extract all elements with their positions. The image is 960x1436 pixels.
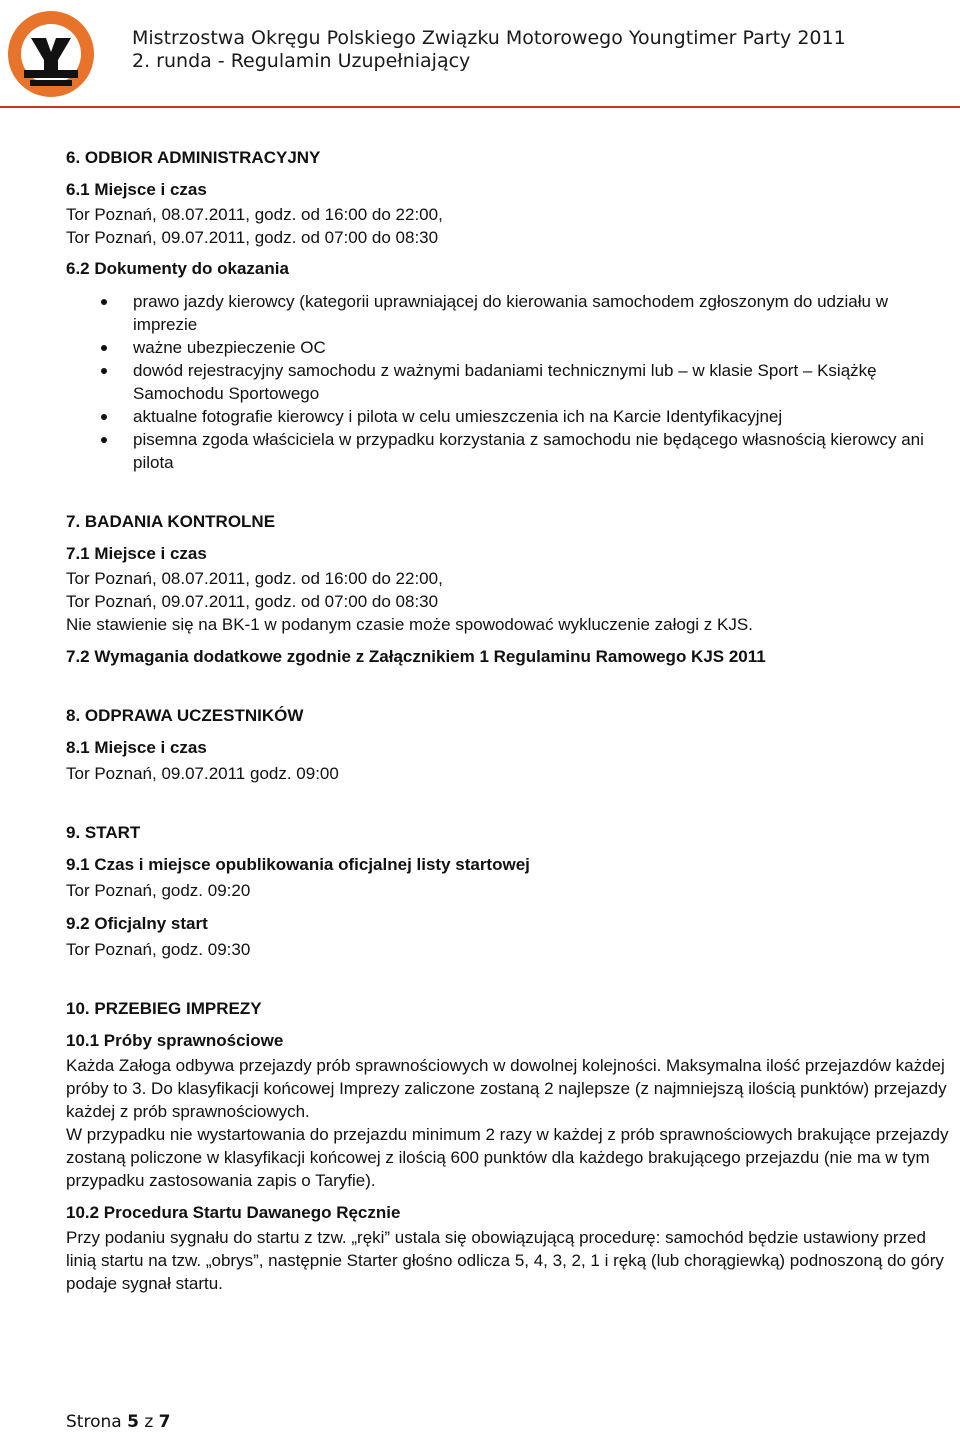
footer-label: Strona [66, 1412, 122, 1432]
section-6-1-line: Tor Poznań, 08.07.2011, godz. od 16:00 do 22:00, [66, 205, 443, 224]
section-10-2-paragraph: Przy podaniu sygnału do startu z tzw. „ręki” ustala się obowiązującą procedurę: samochód będzie ustawiony przed linią startu na tzw. „obrys”, następnie Starter głośno odlicza 5, 4, 3, 2, 1 i ręką (lub chorągiewką) podnoszoną do góry podaje sygnał startu. [66, 1228, 944, 1293]
bullet-icon [101, 299, 107, 305]
list-item: pisemna zgoda właściciela w przypadku korzystania z samochodu nie będącego własnością kierowcy ani pilota [66, 428, 956, 474]
bullet-icon [101, 437, 107, 443]
section-7-1-line: Tor Poznań, 08.07.2011, godz. od 16:00 do 22:00, [66, 569, 443, 588]
section-6-2-heading: 6.2 Dokumenty do okazania [66, 259, 289, 278]
page-footer [66, 1412, 171, 1432]
document-title: Mistrzostwa Okręgu Polskiego Związku Motorowego Youngtimer Party 2011 [132, 27, 846, 49]
section-9-1-text: Tor Poznań, godz. 09:20 [66, 881, 251, 900]
section-7-1-line: Tor Poznań, 09.07.2011, godz. od 07:00 do 08:30 [66, 592, 439, 611]
section-10-1-paragraph: W przypadku nie wystartowania do przejazdu minimum 2 razy w każdej z prób sprawnościowych brakujące przejazdy zostaną policzone w klasyfikacji końcowej z ilością 600 punktów dla każdego brakującego przejazdu (nie ma w tym przypadku zastosowania zapis o Taryfie). [66, 1125, 949, 1190]
bullet-icon [101, 414, 107, 420]
section-10-1-heading: 10.1 Próby sprawnościowe [66, 1031, 284, 1050]
footer-page-total: 7 [158, 1412, 171, 1432]
list-item: dowód rejestracyjny samochodu z ważnymi badaniami technicznymi lub – w klasie Sport – Książkę Samochodu Sportowego [66, 359, 956, 405]
section-9-2-text: Tor Poznań, godz. 09:30 [66, 940, 251, 959]
section-10-2-heading: 10.2 Procedura Startu Dawanego Ręcznie [66, 1203, 401, 1222]
documents-list [66, 290, 956, 474]
list-item: prawo jazdy kierowcy (kategorii uprawniającej do kierowania samochodem zgłoszonym do udziału w imprezie [66, 290, 956, 336]
section-9-heading: 9. START [66, 823, 141, 842]
section-8-heading: 8. ODPRAWA UCZESTNIKÓW [66, 706, 304, 725]
section-10-1-paragraph: Każda Załoga odbywa przejazdy prób sprawnościowych w dowolnej kolejności. Maksymalna ilość przejazdów każdej próby to 3. Do klasyfikacji końcowej Imprezy zaliczone zostaną 2 najlepsze (z najmniejszą ilością punktów) przejazdy każdej z prób sprawnościowych. [66, 1056, 947, 1121]
list-item: ważne ubezpieczenie OC [66, 336, 956, 359]
section-6-1-line: Tor Poznań, 09.07.2011, godz. od 07:00 do 08:30 [66, 228, 439, 247]
section-7-1-heading: 7.1 Miejsce i czas [66, 544, 207, 563]
section-6-1-heading: 6.1 Miejsce i czas [66, 180, 207, 199]
footer-page-number: 5 [127, 1412, 139, 1432]
section-7-heading: 7. BADANIA KONTROLNE [66, 512, 276, 531]
bullet-icon [101, 345, 107, 351]
section-7-2-heading: 7.2 Wymagania dodatkowe zgodnie z Załącznikiem 1 Regulaminu Ramowego KJS 2011 [66, 647, 766, 666]
footer-separator: z [144, 1412, 154, 1432]
document-body [66, 146, 956, 1295]
document-subtitle: 2. runda - Regulamin Uzupełniający [132, 50, 471, 72]
section-10-heading: 10. PRZEBIEG IMPREZY [66, 999, 262, 1018]
list-item: aktualne fotografie kierowcy i pilota w celu umieszczenia ich na Karcie Identyfikacyjnej [66, 405, 956, 428]
section-8-1-text: Tor Poznań, 09.07.2011 godz. 09:00 [66, 764, 339, 783]
section-8-1-heading: 8.1 Miejsce i czas [66, 738, 207, 757]
page-header [0, 0, 960, 110]
header-divider [0, 106, 960, 108]
section-6-heading: 6. ODBIOR ADMINISTRACYJNY [66, 148, 321, 167]
section-9-2-heading: 9.2 Oficjalny start [66, 914, 208, 933]
club-logo [6, 8, 96, 100]
bullet-icon [101, 368, 107, 374]
section-7-1-line: Nie stawienie się na BK-1 w podanym czasie może spowodować wykluczenie załogi z KJS. [66, 615, 753, 634]
section-9-1-heading: 9.1 Czas i miejsce opublikowania oficjalnej listy startowej [66, 855, 530, 874]
